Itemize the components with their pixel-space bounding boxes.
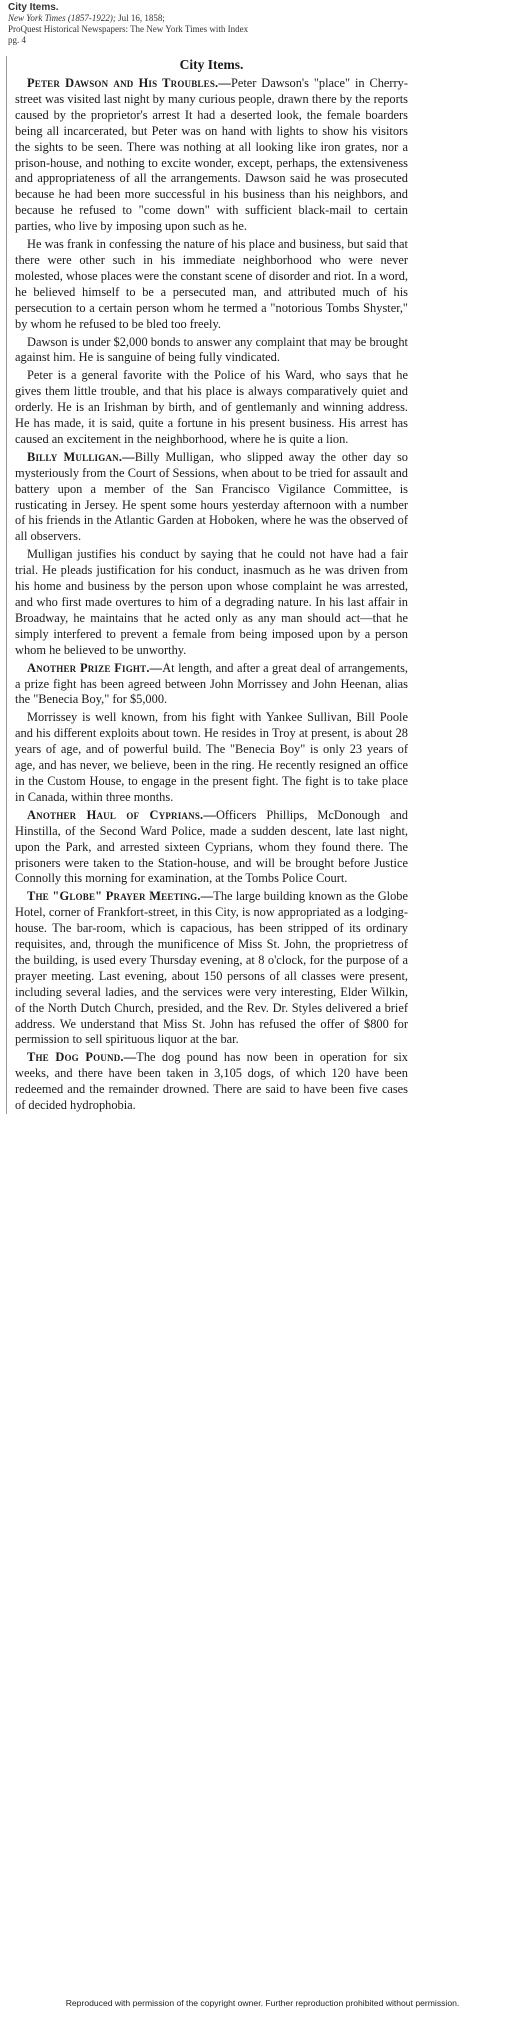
copyright-footer: Reproduced with permission of the copyright owner. Further reproduction prohibited without permission. — [65, 1998, 460, 2008]
article-paragraph — [15, 547, 408, 658]
paragraph-text: The dog pound has now been in operation for six weeks, and there have been taken in 3,105 dogs, of which 120 have been redeemed and the remainder drowned. There are said to have been five cases of decided hydrophobia. — [15, 1050, 409, 1113]
paragraph-text: Billy Mulligan, who slipped away the other day so mysteriously from the Court of Sessions, when about to be tried for assault and battery upon a member of the San Francisco Vigilance Committee, is rusticating in Jersey. He spent some hours yesterday afternoon with a number of his friends in the Atlantic Garden at Hoboken, where he was the observed of all observers. — [15, 449, 408, 544]
article-paragraph — [15, 710, 408, 805]
paragraph-lead: Another Haul of Cyprians.— — [27, 807, 216, 822]
paragraph-text: Officers Phillips, McDonough and Hinstilla, of the Second Ward Police, made a sudden descent, late last night, upon the Park, and arrested sixteen Cyprians, whom they found there. The prisoners were taken to the Station-house, and will be brought before Justice Connolly this morning for examination, at the Tombs Police Court. — [15, 807, 408, 886]
article-paragraph — [15, 661, 408, 709]
header-date: Jul 16, 1858; — [118, 13, 165, 23]
article-paragraph — [15, 237, 408, 332]
article-paragraph — [15, 368, 408, 448]
paragraph-text: Peter is a general favorite with the Police of his Ward, who says that he gives them little trouble, and that his place is always comparatively quiet and orderly. He is an Irishman by birth, and of gentlemanly and winning address. He has made, it is said, quite a fortune in his present business. His arrest has caused an excitement in the neighborhood, where he is quite a lion. — [15, 368, 408, 446]
header-page: pg. 4 — [8, 35, 26, 45]
article-paragraph — [15, 335, 408, 367]
paragraph-text: At length, and after a great deal of arrangements, a prize fight has been agreed between John Morrissey and John Heenan, alias the "Benecia Boy," for $5,000. — [15, 660, 408, 707]
paragraph-lead: The Dog Pound.— — [27, 1050, 137, 1065]
paragraph-lead: Peter Dawson and His Troubles.— — [27, 76, 231, 90]
article-column — [6, 56, 408, 1114]
article-title: City Items. — [179, 57, 244, 72]
paragraph-lead: The "Globe" Prayer Meeting.— — [27, 889, 214, 904]
header-title: City Items. — [8, 2, 59, 13]
article-paragraph — [15, 808, 408, 888]
article-paragraph — [15, 889, 408, 1048]
paragraph-text: He was frank in confessing the nature of his place and business, but said that there were other such in his immediate neighborhood who were never molested, whose places were the constant scene of disorder and riot. In a word, he believed himself to be a persecuted man, and attributed much of his persecution to a certain person whom he termed a "notorious Tombs Shyster," by whom he refused to be bled too freely. — [15, 237, 408, 331]
article-paragraph — [15, 76, 408, 235]
header-database: ProQuest Historical Newspapers: The New York Times with Index — [8, 24, 249, 34]
paragraph-text: Morrissey is well known, from his fight with Yankee Sullivan, Bill Poole and his different exploits about town. He resides in Troy at present, is about 28 years of age, and of powerful build. The "Benecia Boy" is only 23 years of age, and has never, we believe, been in the ring. He recently resigned an office in the Custom House, to engage in the present fight. The fight is to take place in Canada, within three months. — [15, 710, 408, 804]
paragraph-text: Mulligan justifies his conduct by saying that he could not have had a fair trial. He pleads justification for his conduct, inasmuch as he was driven from his home and business by the person upon whose complaint he was arrested, and who first made overtures to him of a degrading nature. In his last affair in Broadway, he maintains that he acted only as any man should act—that he simply interfered to prevent a female from being imposed upon by a person whom he believed to be unworthy. — [15, 547, 408, 657]
article-paragraph — [15, 1050, 408, 1114]
header-citation — [8, 13, 508, 24]
paragraph-lead: Billy Mulligan.— — [27, 449, 135, 464]
header-source: New York Times (1857-1922); — [8, 13, 116, 23]
paragraph-lead: Another Prize Fight.— — [27, 660, 163, 675]
paragraph-text: The large building known as the Globe Hotel, corner of Frankfort-street, in this City, is now appropriated as a lodging-house. The bar-room, which is capacious, has been stripped of its ordinary requisites, and, through the munificence of Miss St. John, the proprietress of the building, is used every Thursday evening, at 8 o'clock, for the purpose of a prayer meeting. Last evening, about 150 persons of all classes were present, including several ladies, and the services were very interesting, Elder Wilkin, of the North Dutch Church, presided, and the Rev. Dr. Styles delivered a brief address. We understand that Miss St. John has refused the offer of $800 for permission to sell spirituous liquor at the bar. — [15, 889, 408, 1047]
paragraph-text: Dawson is under $2,000 bonds to answer any complaint that may be brought against him. He is sanguine of being fully vindicated. — [15, 334, 408, 365]
paragraph-text: Peter Dawson's "place" in Cherry-street was visited last night by many curious people, drawn there by the reports caused by the proprietor's arrest It had a deserted look, the female boarders being all incarcerated, but Peter was on hand with lights to show his visitors the sights to be seen. There was nothing at all looking like iron grates, nor a prison-house, and nothing to excite wonder, except, perhaps, the extensiveness and appropriateness of all the arrangements. Dawson said he was prosecuted because he had been more successful in his business than his neighbors, and because he refused to "come down" with sufficient black-mail to certain parties, who live by imposing upon such as he. — [15, 76, 408, 234]
document-header — [8, 2, 508, 46]
article-paragraph — [15, 450, 408, 545]
